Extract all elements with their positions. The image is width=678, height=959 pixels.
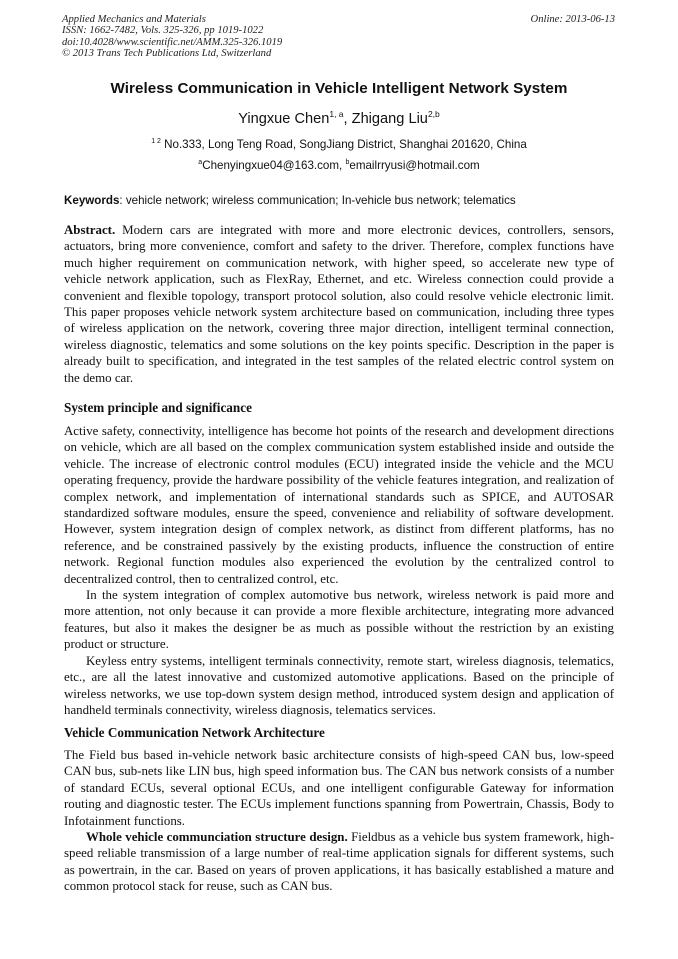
affiliation-superscript: 1 2 bbox=[151, 138, 161, 145]
affiliation bbox=[0, 138, 678, 151]
paragraph: Active safety, connectivity, intelligence has become hot points of the research and development directions on vehicle, which are all based on the complex communication system established inside and outside the vehicle. The increase of electronic control modules (ECU) integrated inside the vehicle and the MCU operating frequency, provide the hardware possibility of the vehicle features integration, and realization of complex network, and implementation of international standards such as SPICE, and AUTOSAR standardized software modules, ensure the speed, convenience and reliability of software development. However, system integration design of complex network, as distinct from different platforms, has no reference, and be constrained passively by the existing products, influence the construction of entire network. Regional function modules also experienced the evolution by the centralized control to decentralized control, then to centralized control, etc. bbox=[64, 424, 614, 586]
journal-header bbox=[62, 14, 282, 60]
paragraph: In the system integration of complex automotive bus network, wireless network is paid more and more attention, not only because it can provide a more flexible architecture, integrating more advanced features, but also it makes the designer be as much as possible without the restriction by an existing product or structure. bbox=[64, 588, 614, 652]
abstract-text: Modern cars are integrated with more and more electronic devices, controllers, sensors, actuators, bring more convenience, comfort and safety to the driver. Therefore, complex functions have much higher requirement on communication network, with higher speed, so accelerate new type of vehicle network application, such as FlexRay, Ethernet, and etc. Wireless connection could provide a convenient and flexible topology, transport protocol solution, also could resolve vehicle electronic limit. This paper proposes vehicle network system architecture based on communication, including three types of wireless application on the network, covering three major direction, intelligent terminal connection, wireless diagnostic, telematics and some solutions on the key points specific. Description in the paper is already built to specification, and integrated in the test samples of the related electric control system on the demo car. bbox=[64, 223, 614, 385]
paragraph: The Field bus based in-vehicle network basic architecture consists of high-speed CAN bus, low-speed CAN bus, sub-nets like LIN bus, high speed information bus. The CAN bus network consists of a number of standard ECUs, several optional ECUs, and one intelligent configurable Gateway for information routing and diagnostic tester. The ECUs implement functions spanning from Powertrain, Chassis, Body to Infotainment functions. bbox=[64, 748, 614, 828]
author-name: Yingxue Chen bbox=[238, 111, 330, 127]
section-heading: System principle and significance bbox=[64, 400, 252, 415]
copyright-line: © 2013 Trans Tech Publications Ltd, Switzerland bbox=[62, 48, 272, 60]
email-superscript: b bbox=[345, 159, 350, 166]
author-superscript: 1, a bbox=[329, 109, 344, 119]
section-body bbox=[64, 747, 614, 895]
journal-name: Applied Mechanics and Materials bbox=[62, 14, 206, 25]
issn-line: ISSN: 1662-7482, Vols. 325-326, pp 1019-1022 bbox=[62, 25, 264, 37]
keywords-text: : vehicle network; wireless communication; In-vehicle bus network; telematics bbox=[119, 194, 516, 207]
subparagraph-label: Whole vehicle communciation structure design. bbox=[86, 830, 348, 845]
keywords bbox=[64, 194, 624, 207]
email-list bbox=[0, 159, 678, 172]
paper-title: Wireless Communication in Vehicle Intelligent Network System bbox=[110, 80, 568, 97]
email-address[interactable]: emailrryusi@hotmail.com bbox=[349, 159, 480, 172]
affiliation-text: No.333, Long Teng Road, SongJiang District, Shanghai 201620, China bbox=[160, 138, 527, 151]
paragraph: Keyless entry systems, intelligent terminals connectivity, remote start, wireless diagnosis, telematics, etc., are all the latest innovative and customized automotive applications. Based on the principle of wireless networks, we use top-down system design method, introduced system design and application of handheld terminals connectivity, wireless diagnosis, telematics services. bbox=[64, 653, 614, 717]
online-date: Online: 2013-06-13 bbox=[530, 14, 615, 25]
subparagraph-text: Fieldbus as a vehicle bus system framework, high-speed reliable transmission of a large number of real-time application signals for different systems, such as powertrain, in the car. Based on years of proven applications, it has basically established a mature and common protocol stack for reuse, such as CAN bus. bbox=[64, 830, 615, 894]
paragraph bbox=[64, 829, 614, 895]
doi-line: doi:10.4028/www.scientific.net/AMM.325-326.1019 bbox=[62, 36, 283, 48]
section-body bbox=[64, 423, 614, 718]
email-address[interactable]: Chenyingxue04@163.com bbox=[202, 159, 340, 172]
author-separator: , bbox=[343, 111, 352, 127]
abstract-label: Abstract. bbox=[64, 223, 116, 237]
email-separator: , bbox=[339, 159, 346, 172]
author-superscript: 2,b bbox=[427, 109, 440, 119]
email-superscript: a bbox=[198, 159, 203, 166]
author-name: Zhigang Liu bbox=[351, 111, 428, 127]
section-heading: Vehicle Communication Network Architecture bbox=[64, 725, 325, 740]
author-list bbox=[0, 111, 678, 127]
keywords-label: Keywords bbox=[64, 194, 120, 207]
abstract bbox=[64, 222, 614, 386]
